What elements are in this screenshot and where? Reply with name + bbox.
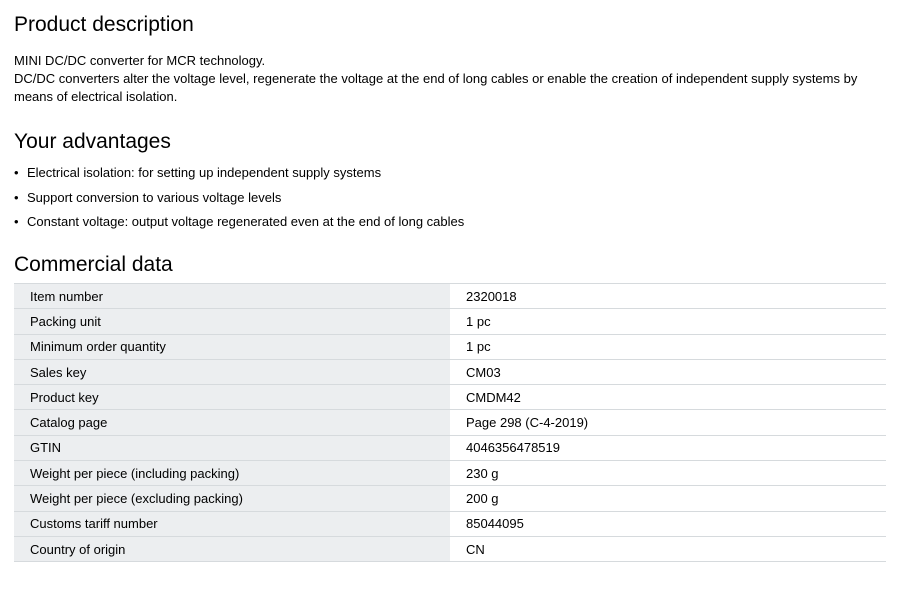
table-row <box>14 309 886 334</box>
row-value: 85044095 <box>450 511 886 536</box>
table-row <box>14 284 886 309</box>
commercial-data-table <box>14 283 886 562</box>
bullet-icon: • <box>14 165 19 180</box>
description-line: MINI DC/DC converter for MCR technology. <box>14 53 266 68</box>
row-key: Minimum order quantity <box>14 334 450 359</box>
bullet-icon: • <box>14 189 19 205</box>
table-row <box>14 435 886 460</box>
row-value: CM03 <box>450 359 886 384</box>
table-row <box>14 385 886 410</box>
row-value: 1 pc <box>450 334 886 359</box>
bullet-icon: • <box>14 214 19 229</box>
row-value: CMDM42 <box>450 385 886 410</box>
advantage-item <box>14 164 464 189</box>
advantage-text: Support conversion to various voltage levels <box>27 189 282 205</box>
row-key: Customs tariff number <box>14 511 450 536</box>
table-row <box>14 334 886 359</box>
row-key: GTIN <box>14 435 450 460</box>
advantage-text: Constant voltage: output voltage regenerated even at the end of long cables <box>27 214 465 229</box>
table-row <box>14 536 886 561</box>
product-description-text <box>14 52 886 106</box>
row-value: 200 g <box>450 486 886 511</box>
description-line: DC/DC converters alter the voltage level, regenerate the voltage at the end of long cables or enable the creation of independent supply systems by means of electrical isolation. <box>14 71 858 104</box>
row-key: Catalog page <box>14 410 450 435</box>
table-row <box>14 461 886 486</box>
table-row <box>14 511 886 536</box>
row-key: Item number <box>14 284 450 309</box>
advantages-list <box>14 164 464 238</box>
table-row <box>14 486 886 511</box>
row-value: Page 298 (C-4-2019) <box>450 410 886 435</box>
row-key: Sales key <box>14 359 450 384</box>
product-description-heading: Product description <box>14 13 194 36</box>
commercial-data-heading: Commercial data <box>14 253 173 276</box>
row-key: Country of origin <box>14 536 450 561</box>
row-value: 2320018 <box>450 284 886 309</box>
advantage-item <box>14 213 464 238</box>
row-key: Weight per piece (excluding packing) <box>14 486 450 511</box>
row-value: 4046356478519 <box>450 435 886 460</box>
row-key: Weight per piece (including packing) <box>14 461 450 486</box>
advantage-text: Electrical isolation: for setting up independent supply systems <box>27 165 382 180</box>
row-value: 230 g <box>450 461 886 486</box>
table-row <box>14 359 886 384</box>
advantage-item <box>14 189 464 214</box>
advantages-heading: Your advantages <box>14 130 171 153</box>
row-value: CN <box>450 536 886 561</box>
row-key: Packing unit <box>14 309 450 334</box>
row-value: 1 pc <box>450 309 886 334</box>
table-row <box>14 410 886 435</box>
row-key: Product key <box>14 385 450 410</box>
